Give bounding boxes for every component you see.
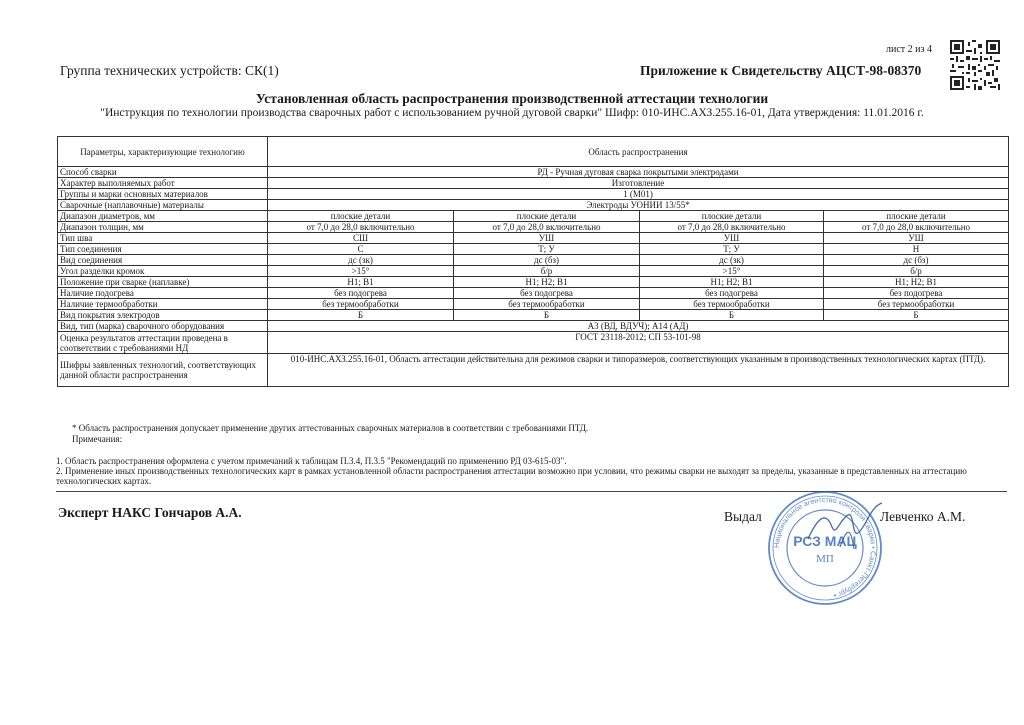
cell: УШ	[454, 233, 640, 244]
cell: от 7,0 до 28,0 включительно	[454, 222, 640, 233]
cell: без термообработки	[640, 299, 824, 310]
row-label: Положение при сварке (наплавке)	[58, 277, 268, 288]
row-label: Вид соединения	[58, 255, 268, 266]
cell: без подогрева	[640, 288, 824, 299]
notes-list	[56, 456, 1006, 486]
cell: без термообработки	[454, 299, 640, 310]
table-row	[58, 233, 1009, 244]
stamp-center-text: РСЗ МАЦ	[793, 533, 857, 549]
cell: без термообработки	[268, 299, 454, 310]
table-header-scope: Область распространения	[268, 137, 1009, 167]
cell: без термообработки	[824, 299, 1009, 310]
row-label: Диапазон диаметров, мм	[58, 211, 268, 222]
stamp-sub-text: МП	[816, 553, 834, 565]
cell: Б	[640, 310, 824, 321]
cell: УШ	[824, 233, 1009, 244]
cell: дс (бз)	[824, 255, 1009, 266]
table-row	[58, 354, 1009, 387]
cell: плоские детали	[640, 211, 824, 222]
row-label: Характер выполняемых работ	[58, 178, 268, 189]
list-item: 1. Область распространения оформлена с учетом примечаний к таблицам П.3.4, П.3.5 "Рекомендаций по применению РД 03-615-03".	[56, 456, 567, 466]
cell: Н1; В1	[268, 277, 454, 288]
cell: б/р	[824, 266, 1009, 277]
cell: от 7,0 до 28,0 включительно	[824, 222, 1009, 233]
row-value: Изготовление	[268, 178, 1009, 189]
row-label: Вид покрытия электродов	[58, 310, 268, 321]
cell: дс (зк)	[640, 255, 824, 266]
cell: Т; У	[454, 244, 640, 255]
cell: б/р	[454, 266, 640, 277]
cell: без подогрева	[454, 288, 640, 299]
cell: без подогрева	[824, 288, 1009, 299]
row-label: Диапазон толщин, мм	[58, 222, 268, 233]
cell: дс (бз)	[454, 255, 640, 266]
cell: СШ	[268, 233, 454, 244]
cell: >15°	[268, 266, 454, 277]
cell: УШ	[640, 233, 824, 244]
table-row	[58, 211, 1009, 222]
row-label: Вид, тип (марка) сварочного оборудования	[58, 321, 268, 332]
cell: Н	[824, 244, 1009, 255]
cell: плоские детали	[268, 211, 454, 222]
row-label: Наличие термообработки	[58, 299, 268, 310]
cell: >15°	[640, 266, 824, 277]
issued-label: Выдал	[724, 509, 762, 524]
page-title: Установленная область распространения производственной аттестации технологии	[255, 91, 769, 106]
expert-name: Эксперт НАКС Гончаров А.А.	[58, 505, 242, 520]
cell: С	[268, 244, 454, 255]
row-value: Электроды УОНИИ 13/55*	[268, 200, 1009, 211]
table-row	[58, 288, 1009, 299]
device-group: Группа технических устройств: СК(1)	[60, 63, 279, 78]
table-row	[58, 255, 1009, 266]
cell: Б	[824, 310, 1009, 321]
cell: Н1; Н2; В1	[454, 277, 640, 288]
row-value: А3 (ВД, ВДУЧ); А14 (АД)	[268, 321, 1009, 332]
cell: дс (зк)	[268, 255, 454, 266]
cell: Т; У	[640, 244, 824, 255]
table-row	[58, 200, 1009, 211]
table-row	[58, 167, 1009, 178]
signature	[800, 497, 890, 557]
table-row	[58, 244, 1009, 255]
table-header-parameters: Параметры, характеризующие технологию	[58, 137, 268, 167]
row-value: ГОСТ 23118-2012; СП 53-101-98	[268, 332, 1009, 354]
parameters-table	[57, 136, 1009, 387]
row-label: Наличие подогрева	[58, 288, 268, 299]
row-value: 010-ИНС.АХЗ.255.16-01, Область аттестации действительна для режимов сварки и типоразмеров, соответствующих указанным в производственных технологических картах (ПТД).	[268, 354, 1009, 387]
row-label: Тип соединения	[58, 244, 268, 255]
cell: плоские детали	[454, 211, 640, 222]
stamp-ring-text: Национальное агентство контроля сварки • Санкт-Петербург •	[771, 494, 879, 601]
cell: от 7,0 до 28,0 включительно	[268, 222, 454, 233]
table-row	[58, 222, 1009, 233]
certificate-appendix: Приложение к Свидетельству АЦСТ-98-08370	[640, 63, 922, 78]
table-row	[58, 266, 1009, 277]
table-row	[58, 299, 1009, 310]
table-row	[58, 189, 1009, 200]
row-label: Группы и марки основных материалов	[58, 189, 268, 200]
list-item: 2. Применение иных производственных технологических карт в рамках установленной области распространения аттестации возможно при условии, что режимы сварки не выходят за пределы, указанные в представленных на аттестацию технологических картах.	[56, 466, 967, 486]
cell: Б	[268, 310, 454, 321]
cell: плоские детали	[824, 211, 1009, 222]
page-subtitle: "Инструкция по технологии производства сварочных работ с использованием ручной дуговой сварки" Шифр: 010-ИНС.АХЗ.255.16-01, Дата утверждения: 11.01.2016 г.	[100, 107, 924, 119]
row-label: Шифры заявленных технологий, соответствующих данной области распространения	[58, 354, 268, 387]
table-row	[58, 310, 1009, 321]
row-value: РД - Ручная дуговая сварка покрытыми электродами	[268, 167, 1009, 178]
cell: Б	[454, 310, 640, 321]
signer-name: Левченко А.М.	[880, 509, 966, 524]
notes-heading: Примечания:	[72, 434, 123, 444]
row-value: 1 (М01)	[268, 189, 1009, 200]
qr-code	[950, 40, 1000, 90]
table-row	[58, 178, 1009, 189]
row-label: Угол разделки кромок	[58, 266, 268, 277]
footnote: * Область распространения допускает применение других аттестованных сварочных материалов в соответствии с требованиями ПТД.	[72, 423, 589, 433]
row-label: Оценка результатов аттестации проведена в соответствии с требованиями НД	[58, 332, 268, 354]
table-row	[58, 321, 1009, 332]
row-label: Тип шва	[58, 233, 268, 244]
table-row	[58, 332, 1009, 354]
table-row	[58, 277, 1009, 288]
cell: от 7,0 до 28,0 включительно	[640, 222, 824, 233]
row-label: Способ сварки	[58, 167, 268, 178]
cell: Н1; Н2; В1	[824, 277, 1009, 288]
cell: без подогрева	[268, 288, 454, 299]
sheet-number: лист 2 из 4	[886, 44, 932, 55]
cell: Н1; Н2; В1	[640, 277, 824, 288]
row-label: Сварочные (наплавочные) материалы	[58, 200, 268, 211]
